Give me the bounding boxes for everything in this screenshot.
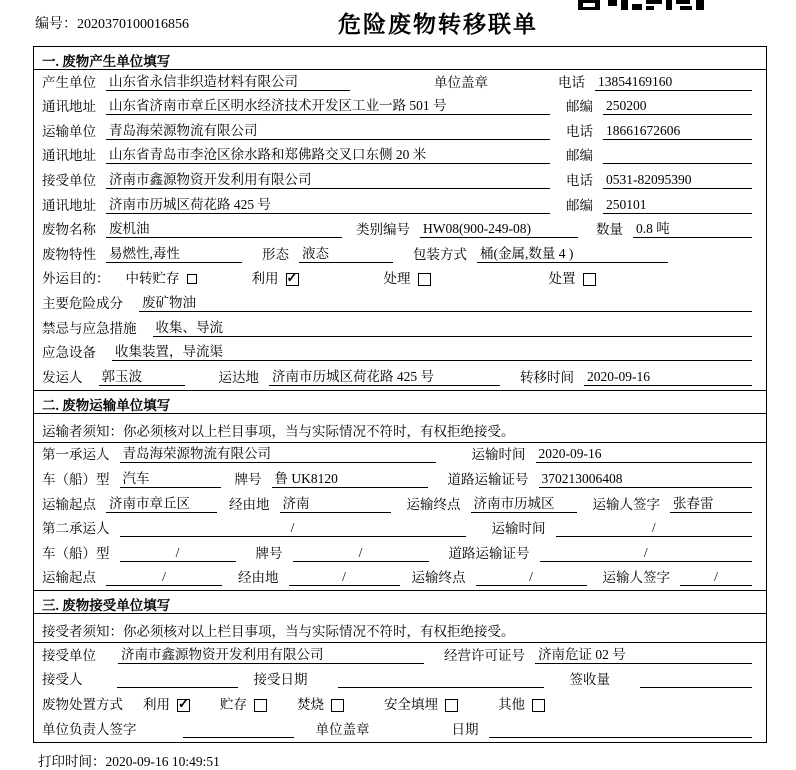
print-time [38,750,796,770]
form-row [34,492,766,517]
field-label: 运输时间 [471,447,526,463]
field-value: 济南市历城区荷花路 425 号 [106,197,550,214]
checkbox-label: 安全填埋 [384,697,438,713]
form-row [34,70,766,95]
field-label: 发运人 [42,369,83,385]
form-row [34,643,766,668]
checkbox-label: 利用 [143,697,170,713]
print-time-value: 2020-09-16 10:49:51 [105,753,220,769]
field-label: 废物特性 [42,246,96,262]
field-value [603,147,752,164]
field-value: 济南市鑫源物资开发利用有限公司 [106,172,550,189]
field-label: 类别编号 [356,222,410,238]
field-value: 0.8 吨 [633,221,752,238]
form-row [34,218,766,243]
field-label: 邮编 [566,197,593,213]
field-label: 废物处置方式 [42,697,123,713]
form-row [34,443,766,468]
checkbox-label: 中转贮存 [125,271,180,287]
field-label: 第二承运人 [42,521,110,537]
checkbox-group [220,697,267,713]
field-value: 18661672606 [603,123,752,140]
field-value: 2020-09-16 [536,446,753,463]
field-value: 液态 [299,246,393,263]
checkbox-unchecked-icon [254,699,267,712]
checkbox-checked-icon [177,699,190,712]
field-label: 运输单位 [42,123,96,139]
field-label: 牌号 [255,545,283,561]
field-label: 主要危险成分 [42,295,123,311]
field-label: 产生单位 [42,74,96,90]
checkbox-label: 利用 [251,271,279,287]
field-label: 单位盖章 [315,721,370,737]
field-value: 废矿物油 [139,295,752,312]
field-value: 济南市历城区 [471,496,577,513]
field-value: HW08(900-249-08) [420,221,578,238]
checkbox-label: 焚烧 [297,697,324,713]
field-label: 接受人 [42,672,83,688]
field-label: 运达地 [218,369,259,385]
form-row [34,566,766,591]
form-row [34,95,766,120]
checkbox-group [297,697,344,713]
serial-value: 2020370100016856 [77,17,189,32]
form-section [34,390,766,591]
field-value: 鲁 UK8120 [272,471,428,488]
checkbox-group [126,271,197,287]
field-label: 电话 [566,172,593,188]
checkbox-group [143,697,190,713]
document-header [0,0,796,46]
field-label: 形态 [262,246,289,262]
field-value: / [120,520,466,537]
field-label: 单位盖章 [434,74,488,90]
field-value: 郭玉波 [99,369,185,386]
field-value: 0531-82095390 [603,172,752,189]
field-value: 收集、导流 [153,320,753,337]
form-sections [34,47,766,742]
form-row [34,467,766,492]
form-section [34,590,766,741]
form-row [34,291,766,316]
form-row [34,341,766,366]
field-label: 应急设备 [42,345,96,361]
field-value: 青岛海荣源物流有限公司 [120,446,436,463]
field-value: / [106,569,222,586]
checkbox-unchecked-icon [331,699,344,712]
field-value: / [680,569,752,586]
field-label: 运输终点 [411,570,466,586]
field-label: 道路运输证号 [448,545,530,561]
field-label: 经营许可证号 [444,647,525,663]
field-label: 禁忌与应急措施 [42,320,137,336]
manifest-form-table [33,46,767,743]
field-label: 电话 [558,74,585,90]
field-value [640,671,752,688]
field-value: 汽车 [120,471,221,488]
field-label: 车（船）型 [42,545,110,561]
form-row [34,692,766,717]
field-label: 运输人签字 [592,496,660,512]
checkbox-group [252,271,299,287]
form-row [34,168,766,193]
field-value: / [476,569,587,586]
field-label: 运输起点 [42,570,96,586]
field-label: 签收量 [569,672,610,688]
field-value: 济南危证 02 号 [535,647,752,664]
checkbox-group [384,271,431,287]
field-label: 接受单位 [42,647,96,663]
section-title: 三. 废物接受单位填写 [34,590,766,614]
field-value: 山东省济南市章丘区明水经济技术开发区工业一路 501 号 [106,98,550,115]
field-value: / [556,520,753,537]
field-value: 2020-09-16 [584,369,752,386]
field-label: 日期 [451,721,479,737]
form-row [34,541,766,566]
serial-number [35,13,189,33]
field-value: 废机油 [106,221,342,238]
field-value [338,671,544,688]
checkbox-unchecked-icon [445,699,458,712]
section-note: 接受者须知：你必须核对以上栏目事项，当与实际情况不符时，有权拒绝接受。 [34,614,766,643]
field-label: 车（船）型 [42,471,110,487]
form-row [34,193,766,218]
field-value: 370213006408 [539,471,753,488]
field-label: 邮编 [566,99,593,115]
page-title: 危险废物转移联单 [338,12,538,37]
checkbox-label: 贮存 [220,697,247,713]
field-label: 牌号 [234,471,262,487]
qr-code-fragment-icon [578,0,704,10]
field-label: 运输起点 [42,496,96,512]
checkbox-label: 处置 [548,271,576,287]
field-value: 桶(金属,数量 4 ) [477,246,668,263]
field-label: 运输终点 [406,496,461,512]
checkbox-label: 其他 [498,697,525,713]
checkbox-unchecked-icon [583,273,596,286]
checkbox-group [549,271,596,287]
field-value: 易燃性,毒性 [106,246,242,263]
checkbox-label: 处理 [383,271,411,287]
form-row [34,365,766,390]
field-label: 经由地 [229,496,270,512]
checkbox-group [498,697,545,713]
form-row [34,267,766,292]
field-value: 济南 [280,496,391,513]
checkbox-group [384,697,458,713]
field-label: 包装方式 [413,246,467,262]
field-label: 运输人签字 [602,570,670,586]
checkbox-unchecked-icon [532,699,545,712]
field-value: 济南市历城区荷花路 425 号 [269,369,500,386]
field-label: 通讯地址 [42,148,96,164]
field-value: / [289,569,400,586]
form-section [34,47,766,390]
field-label: 外运目的： [42,271,110,287]
field-value: 济南市鑫源物资开发利用有限公司 [118,647,424,664]
serial-label: 编号： [35,17,77,32]
checkbox-unchecked-icon [418,273,431,286]
field-label: 数量 [596,222,623,238]
checkbox-checked-icon [286,273,299,286]
form-row [34,668,766,693]
field-label: 运输时间 [491,521,546,537]
field-value: 250200 [603,98,752,115]
checkbox-unchecked-icon [187,274,197,284]
field-value: 山东省青岛市李沧区徐水路和郑佛路交叉口东侧 20 米 [106,147,550,164]
form-row [34,144,766,169]
print-time-label: 打印时间： [38,753,106,769]
field-label: 道路运输证号 [447,471,529,487]
form-row [34,242,766,267]
form-row [34,316,766,341]
field-value: 张春雷 [670,496,752,513]
field-label: 通讯地址 [42,99,96,115]
field-label: 邮编 [566,148,593,164]
field-value: 青岛海荣源物流有限公司 [106,123,550,140]
field-value: 250101 [603,197,752,214]
field-label: 单位负责人签字 [42,721,137,737]
field-value: / [540,545,753,562]
form-row [34,119,766,144]
field-label: 接受单位 [42,172,96,188]
field-value: 收集装置，导流渠 [112,344,752,361]
field-value: 13854169160 [595,74,752,91]
form-row [34,517,766,542]
field-label: 转移时间 [520,369,574,385]
field-label: 废物名称 [42,222,96,238]
section-title: 二. 废物运输单位填写 [34,390,766,414]
field-label: 经由地 [238,570,279,586]
form-row [34,717,766,742]
field-label: 接受日期 [253,672,308,688]
field-value: / [293,545,429,562]
field-value: 济南市章丘区 [106,496,217,513]
field-value [117,671,238,688]
section-note: 运输者须知：你必须核对以上栏目事项，当与实际情况不符时，有权拒绝接受。 [34,414,766,443]
section-title: 一. 废物产生单位填写 [34,47,766,70]
field-value: 山东省永信非织造材料有限公司 [106,74,350,91]
field-value [183,721,294,738]
field-label: 通讯地址 [42,197,96,213]
field-value [489,721,753,738]
field-label: 第一承运人 [42,447,110,463]
field-value: / [120,545,236,562]
field-label: 电话 [566,123,593,139]
